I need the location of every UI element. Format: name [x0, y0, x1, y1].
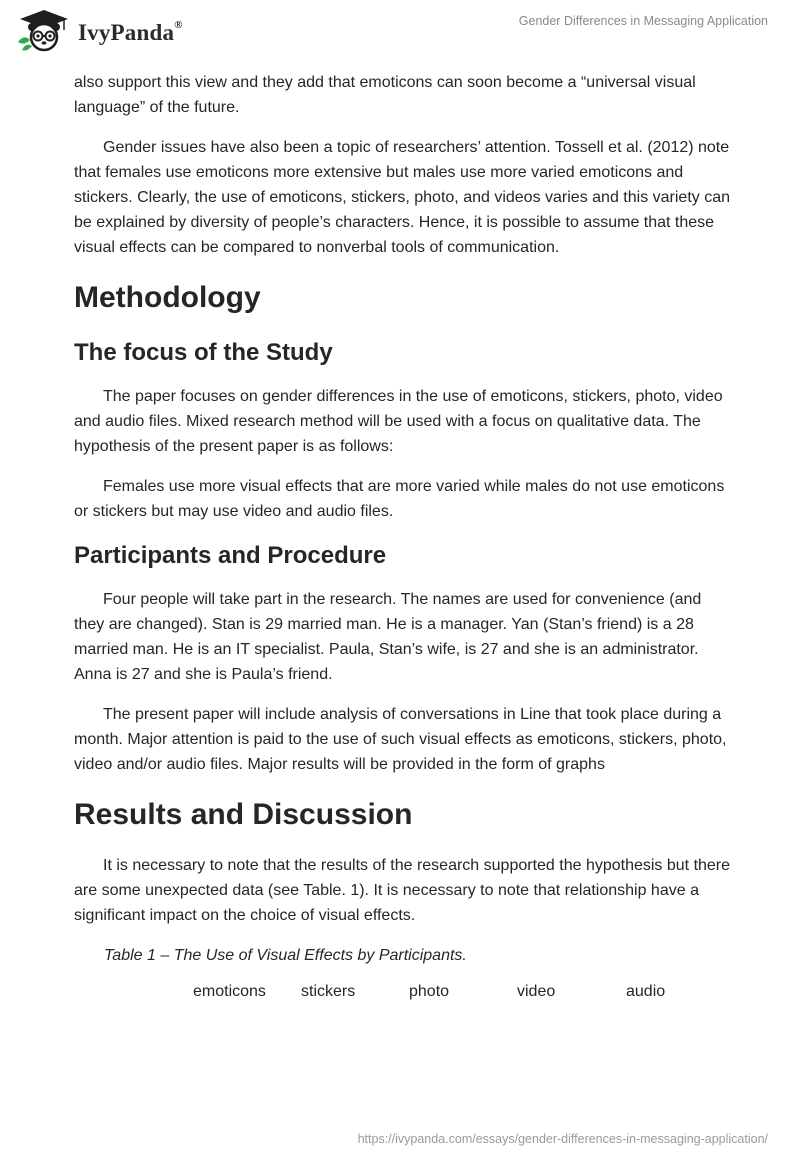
- panda-logo-icon[interactable]: [14, 8, 70, 52]
- heading-participants: Participants and Procedure: [74, 542, 387, 569]
- brand-text: IvyPanda: [78, 20, 175, 45]
- brand-name[interactable]: [78, 20, 183, 46]
- paragraph-participants: Four people will take part in the research. The names are used for convenience (and they are changed). Stan is 29 married man. He is a manager. Yan (Stan’s friend) is a 28 married man. He is an IT specialist. Paula, Stan’s wife, is 27 and she is an administrator. Anna is 27 and she is Paula’s friend.: [74, 591, 702, 683]
- table-header-row: [74, 983, 734, 1013]
- table-column-header: video: [517, 983, 556, 1000]
- table-column-header: emoticons: [193, 983, 266, 1000]
- article-body: [74, 70, 734, 1013]
- registered-mark: ®: [174, 19, 183, 32]
- table-column-header: photo: [409, 983, 450, 1000]
- paragraph-hypothesis: Females use more visual effects that are more varied while males do not use emoticons or stickers but may use video and audio files.: [74, 478, 725, 520]
- heading-focus-of-study: The focus of the Study: [74, 339, 333, 366]
- page-header: [0, 0, 800, 70]
- paragraph-gender-issues: Gender issues have also been a topic of researchers’ attention. Tossell et al. (2012) note that females use emoticons more extensive but males use more varied emoticons and stickers. Clearly, the use of emoticons, stickers, photo, and videos varies and this variety can be explained by diversity of people’s characters. Hence, it is possible to assume that these visual effects can be compared to nonverbal tools of communication.: [74, 139, 730, 256]
- paragraph-procedure: The present paper will include analysis of conversations in Line that took place during a month. Major attention is paid to the use of such visual effects as emoticons, stickers, photo, video and/or audio files. Major results will be provided in the form of graphs: [74, 706, 727, 773]
- source-url[interactable]: https://ivypanda.com/essays/gender-differences-in-messaging-application/: [357, 1132, 768, 1146]
- paragraph-results: It is necessary to note that the results of the research supported the hypothesis but there are some unexpected data (see Table. 1). It is necessary to note that relationship have a significant impact on the choice of visual effects.: [74, 857, 731, 924]
- paragraph-intro: also support this view and they add that emoticons can soon become a “universal visual language” of the future.: [74, 74, 696, 116]
- table-caption: Table 1 – The Use of Visual Effects by Participants.: [104, 947, 467, 964]
- document-title: Gender Differences in Messaging Application: [518, 14, 768, 28]
- table-column-header: stickers: [301, 983, 356, 1000]
- heading-results: Results and Discussion: [74, 798, 413, 831]
- table-column-header: audio: [626, 983, 666, 1000]
- heading-methodology: Methodology: [74, 281, 261, 314]
- paragraph-focus: The paper focuses on gender differences in the use of emoticons, stickers, photo, video and audio files. Mixed research method will be used with a focus on qualitative data. The hypothesis of the present paper is as follows:: [74, 388, 723, 455]
